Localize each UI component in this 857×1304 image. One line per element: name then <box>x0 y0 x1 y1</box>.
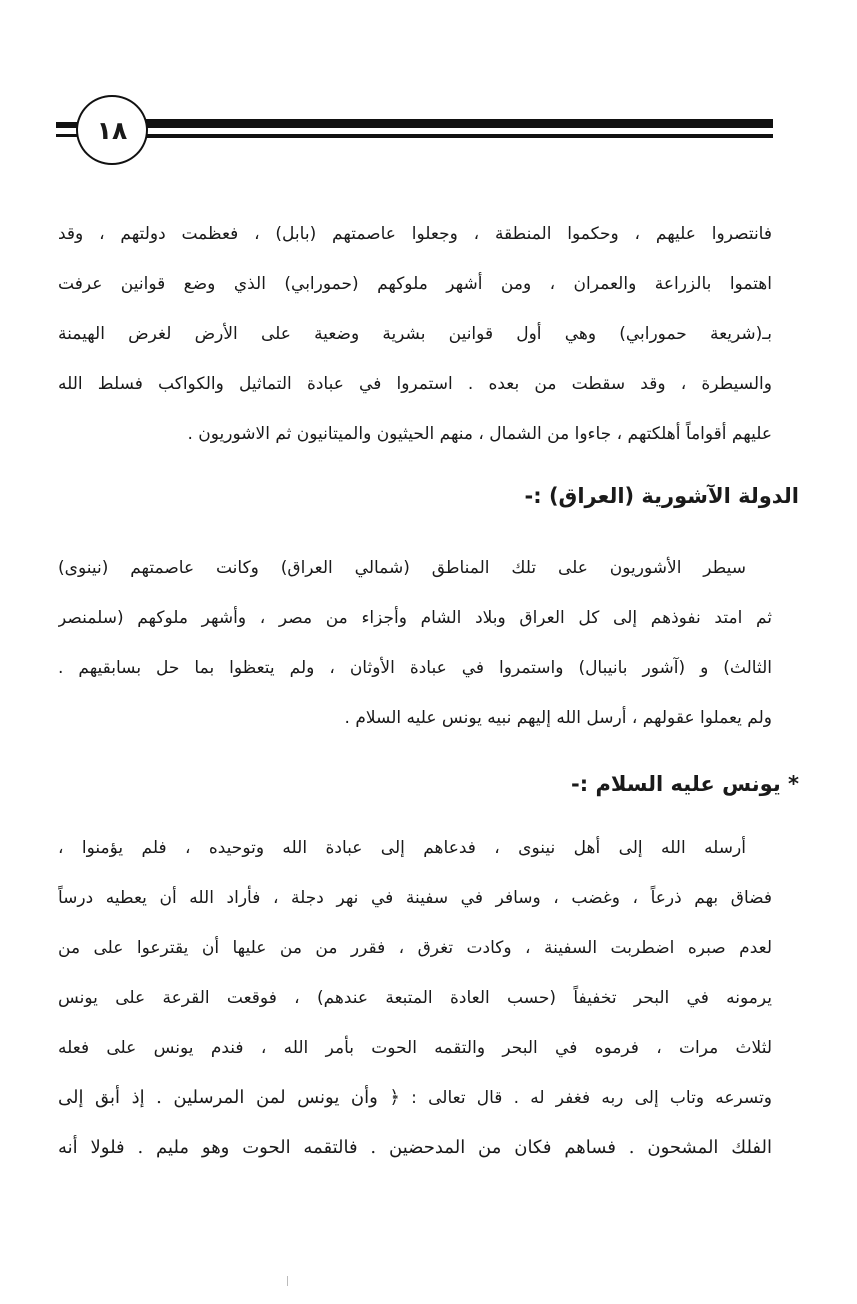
text-line: يرمونه في البحر تخفيفاً (حسب العادة المتبعة عندهم) ، فوقعت القرعة على يونس <box>58 988 772 1008</box>
header-rule-thick <box>140 119 773 128</box>
text-line: الثالث) و (آشور بانيبال) واستمروا في عبادة الأوثان ، ولم يتعظوا بما حل بسابقيهم . <box>58 658 772 678</box>
section-heading-yunus: * يونس عليه السلام :- <box>571 772 799 796</box>
text-line: سيطر الأشوريون على تلك المناطق (شمالي العراق) وكانت عاصمتهم (نينوى) <box>58 558 746 578</box>
section-heading-assyrian-state: الدولة الآشورية (العراق) :- <box>524 484 799 508</box>
text-line: فانتصروا عليهم ، وحكموا المنطقة ، وجعلوا عاصمتهم (بابل) ، فعظمت دولتهم ، وقد <box>58 224 772 244</box>
text-line: والسيطرة ، وقد سقطت من بعده . استمروا في عبادة التماثيل والكواكب فسلط الله <box>58 374 772 394</box>
text-line-with-verse <box>58 1078 772 1118</box>
paragraph-babylon <box>58 214 772 444</box>
text-line-prose: وتسرعه وتاب إلى ربه فغفر له . قال تعالى : <box>411 1088 772 1108</box>
text-line: اهتموا بالزراعة والعمران ، ومن أشهر ملوكهم (حمورابي) الذي وضع قوانين عرفت <box>58 274 772 294</box>
text-line: أرسله الله إلى أهل نينوى ، فدعاهم إلى عبادة الله وتوحيده ، فلم يؤمنوا ، <box>58 838 746 858</box>
text-line: ثم امتد نفوذهم إلى كل العراق وبلاد الشام وأجزاء من مصر ، وأشهر ملوكهم (سلمنصر <box>58 608 772 628</box>
paragraph-assyrians <box>58 548 772 728</box>
text-line: عليهم أقواماً أهلكتهم ، جاءوا من الشمال ، منهم الحيثيون والميتانيون ثم الاشوريون . <box>187 424 772 444</box>
paragraph-yunus <box>58 828 772 1188</box>
quran-verse: الفلك المشحون . فساهم فكان من المدحضين . فالتقمه الحوت وهو مليم . فلولا أنه <box>58 1137 772 1158</box>
page-number: ١٨ <box>76 95 148 165</box>
text-line: لثلاث مرات ، فرموه في البحر والتقمه الحوت بأمر الله ، فندم يونس على فعله <box>58 1038 772 1058</box>
quran-verse: ﴿ وأن يونس لمن المرسلين . إذ أبق إلى <box>58 1087 400 1108</box>
scan-mark <box>287 1276 288 1286</box>
text-line: بـ(شريعة حمورابي) وهي أول قوانين بشرية وضعية على الأرض لغرض الهيمنة <box>58 324 772 344</box>
text-line: فضاق بهم ذرعاً ، وغضب ، وسافر في سفينة في نهر دجلة ، فأراد الله أن يعطيه درساً <box>58 888 772 908</box>
page-header <box>0 95 857 175</box>
text-line: ولم يعملوا عقولهم ، أرسل الله إليهم نبيه يونس عليه السلام . <box>344 708 772 728</box>
header-rule-thin <box>140 134 773 138</box>
text-line: لعدم صبره اضطربت السفينة ، وكادت تغرق ، فقرر من من عليها أن يقترعوا على من <box>58 938 772 958</box>
